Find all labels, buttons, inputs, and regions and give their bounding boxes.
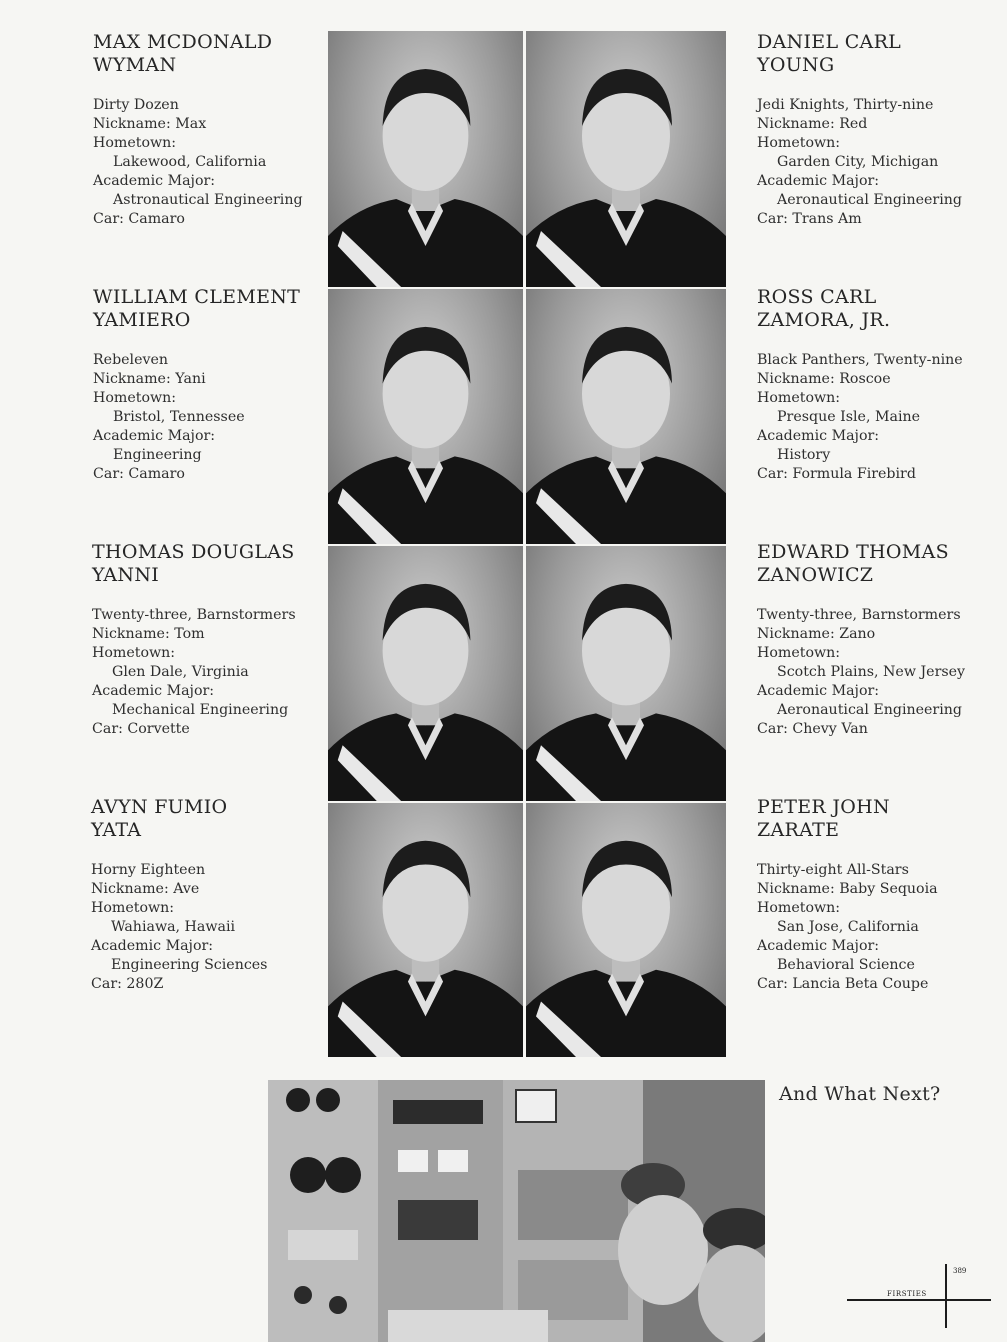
cadet-name: EDWARD THOMAS ZANOWICZ — [757, 541, 949, 586]
major: Mechanical Engineering — [112, 702, 289, 718]
nickname: Nickname: Red — [757, 116, 868, 132]
portrait-silhouette — [526, 31, 726, 287]
cadet-name: DANIEL CARL YOUNG — [757, 31, 902, 76]
hometown: Glen Dale, Virginia — [112, 664, 249, 680]
hometown: Garden City, Michigan — [777, 154, 939, 170]
portrait-young — [526, 31, 726, 287]
nickname: Nickname: Baby Sequoia — [757, 881, 938, 897]
portrait-yata — [328, 803, 523, 1057]
hometown-label: Hometown: — [93, 390, 177, 406]
car: Car: Camaro — [93, 211, 185, 227]
car: Car: Trans Am — [757, 211, 862, 227]
major-label: Academic Major: — [92, 683, 215, 699]
portrait-zamora — [526, 289, 726, 544]
bio-zamora — [757, 286, 987, 484]
hometown: San Jose, California — [777, 919, 919, 935]
page-number: 389 — [953, 1267, 967, 1275]
nickname: Nickname: Tom — [92, 626, 205, 642]
bio-yanni — [92, 541, 322, 739]
cadet-name: THOMAS DOUGLAS YANNI — [92, 541, 295, 586]
car: Car: Formula Firebird — [757, 466, 916, 482]
car: Car: Corvette — [92, 721, 190, 737]
hometown-label: Hometown: — [757, 900, 841, 916]
hometown-label: Hometown: — [757, 390, 841, 406]
squadron: Thirty-eight All-Stars — [757, 862, 909, 878]
hometown-label: Hometown: — [92, 645, 176, 661]
squadron: Black Panthers, Twenty-nine — [757, 352, 963, 368]
hometown: Wahiawa, Hawaii — [111, 919, 236, 935]
nickname: Nickname: Ave — [91, 881, 200, 897]
portrait-zarate — [526, 803, 726, 1057]
bio-wyman — [93, 31, 323, 229]
major: Behavioral Science — [777, 957, 915, 973]
cadet-name: AVYN FUMIO YATA — [91, 796, 228, 841]
major: Astronautical Engineering — [113, 192, 303, 208]
major-label: Academic Major: — [757, 938, 880, 954]
major: Aeronautical Engineering — [777, 192, 962, 208]
hometown-label: Hometown: — [757, 135, 841, 151]
bio-zarate — [757, 796, 987, 994]
bio-zanowicz — [757, 541, 987, 739]
portrait-silhouette — [526, 289, 726, 544]
bio-yata — [91, 796, 321, 994]
car: Car: Lancia Beta Coupe — [757, 976, 929, 992]
folio-rule-horizontal — [847, 1299, 991, 1301]
hometown-label: Hometown: — [93, 135, 177, 151]
squadron: Twenty-three, Barnstormers — [757, 607, 961, 623]
portrait-silhouette — [328, 803, 523, 1057]
cadet-name: MAX MCDONALD WYMAN — [93, 31, 273, 76]
nickname: Nickname: Zano — [757, 626, 876, 642]
squadron: Dirty Dozen — [93, 97, 179, 113]
major: Engineering Sciences — [111, 957, 268, 973]
major-label: Academic Major: — [91, 938, 214, 954]
major: History — [777, 447, 831, 463]
portrait-silhouette — [328, 546, 523, 801]
hometown: Scotch Plains, New Jersey — [777, 664, 966, 680]
major-label: Academic Major: — [757, 173, 880, 189]
bio-yamiero — [93, 286, 323, 484]
portrait-silhouette — [328, 31, 523, 287]
major: Engineering — [113, 447, 202, 463]
nickname: Nickname: Max — [93, 116, 207, 132]
bio-young — [757, 31, 987, 229]
hometown-label: Hometown: — [757, 645, 841, 661]
major-label: Academic Major: — [93, 173, 216, 189]
cadet-name: ROSS CARL ZAMORA, JR. — [757, 286, 891, 331]
portrait-silhouette — [526, 803, 726, 1057]
portrait-zanowicz — [526, 546, 726, 801]
portrait-yanni — [328, 546, 523, 801]
squadron: Twenty-three, Barnstormers — [92, 607, 296, 623]
control-panel-illustration — [268, 1080, 765, 1342]
folio-rule-vertical — [945, 1264, 947, 1328]
car: Car: Chevy Van — [757, 721, 868, 737]
hometown-label: Hometown: — [91, 900, 175, 916]
nickname: Nickname: Yani — [93, 371, 206, 387]
portrait-silhouette — [328, 289, 523, 544]
section-label: FIRSTIES — [887, 1290, 927, 1298]
car: Car: Camaro — [93, 466, 185, 482]
major-label: Academic Major: — [757, 683, 880, 699]
squadron: Rebeleven — [93, 352, 169, 368]
hometown: Presque Isle, Maine — [777, 409, 921, 425]
portrait-yamiero — [328, 289, 523, 544]
squadron: Horny Eighteen — [91, 862, 206, 878]
squadron: Jedi Knights, Thirty-nine — [757, 97, 934, 113]
cadet-name: WILLIAM CLEMENT YAMIERO — [93, 286, 301, 331]
hometown: Bristol, Tennessee — [113, 409, 245, 425]
portrait-silhouette — [526, 546, 726, 801]
major-label: Academic Major: — [93, 428, 216, 444]
nickname: Nickname: Roscoe — [757, 371, 891, 387]
photo-caption: And What Next? — [779, 1083, 941, 1105]
car: Car: 280Z — [91, 976, 164, 992]
hometown: Lakewood, California — [113, 154, 267, 170]
control-panel-photo — [268, 1080, 765, 1342]
cadet-name: PETER JOHN ZARATE — [757, 796, 890, 841]
major: Aeronautical Engineering — [777, 702, 962, 718]
major-label: Academic Major: — [757, 428, 880, 444]
portrait-wyman — [328, 31, 523, 287]
